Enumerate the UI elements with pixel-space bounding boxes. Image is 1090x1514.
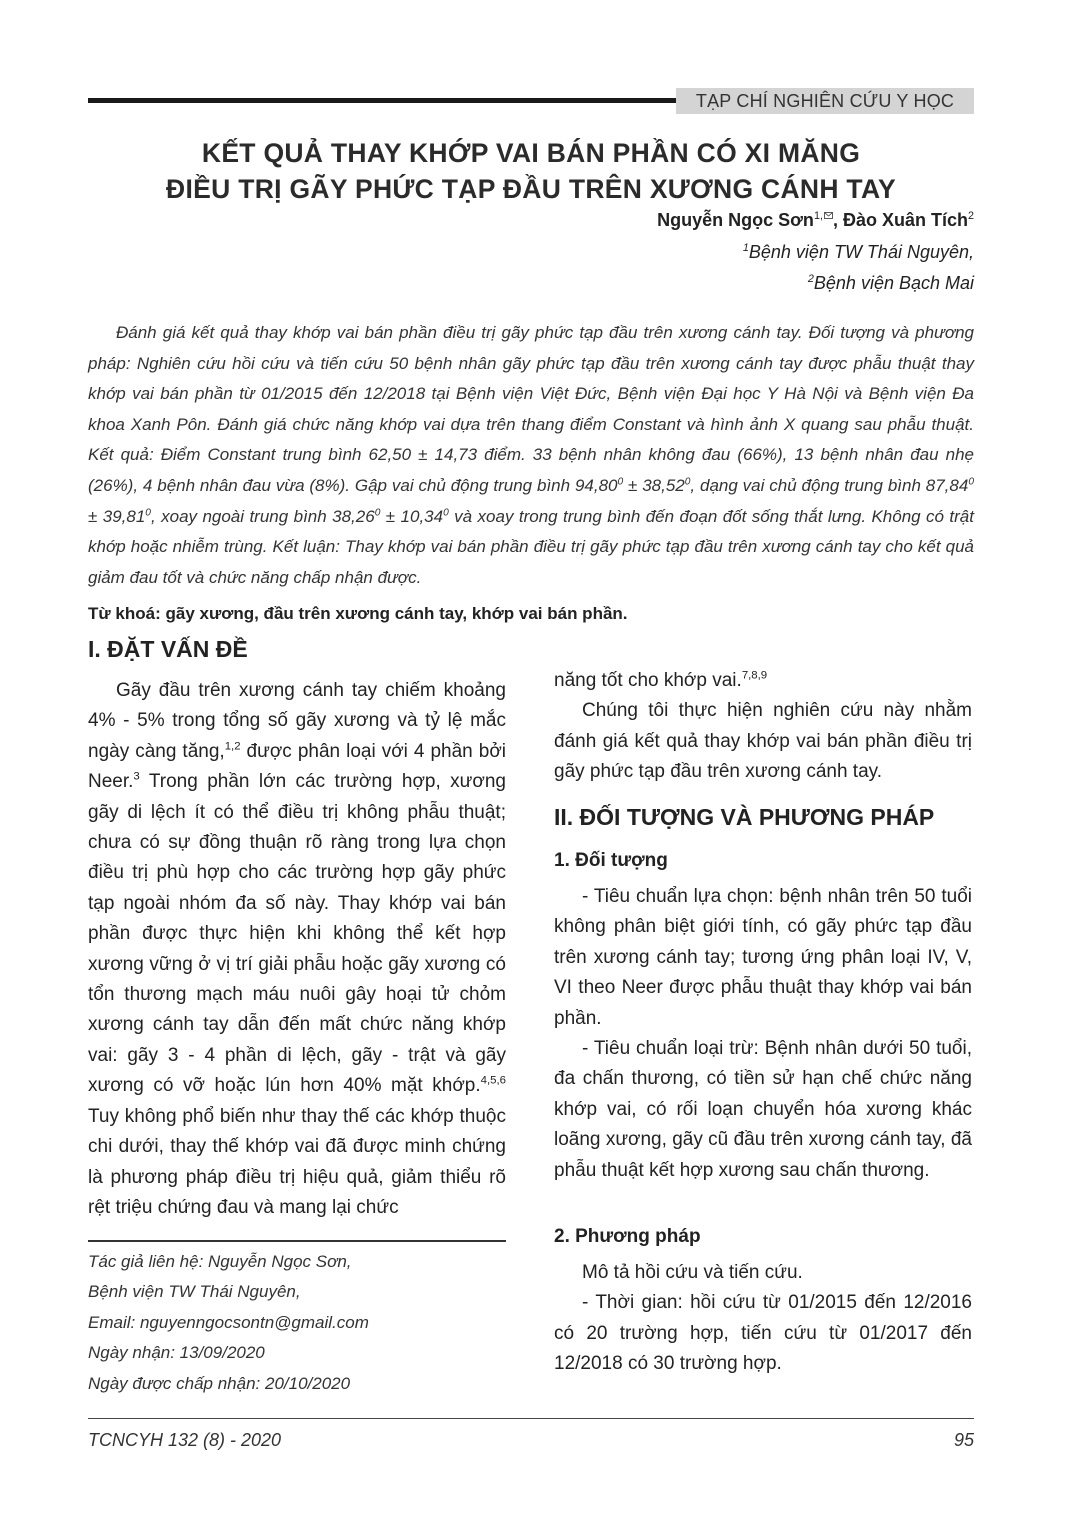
- section-1-paragraph-1: Gãy đầu trên xương cánh tay chiếm khoảng 4% - 5% trong tổng số gãy xương và tỷ lệ mắc ngày càng tăng,$^{1,2}$ được phân loại với 4 phần bởi Neer.$^3$ Trong phần lớn các trường hợp, xương gãy di lệch ít có thể điều trị không phẫu thuật; chưa có sự đồng thuận rõ ràng trong lựa chọn điều trị phù hợp cho các trường hợp gãy phức tạp ngoài nhóm đa số này. Thay khớp vai bán phần được thực hiện khi không thể kết hợp xương vững ở vị trí giải phẫu hoặc gãy xương có tổn thương mạch máu nuôi gây hoại tử chỏm xương cánh tay dẫn đến mất chức năng khớp vai: gãy 3 - 4 phần di lệch, gãy - trật và gãy xương có vỡ hoặc lún hơn 40% mặt khớp.$^{4,5,6}$ Tuy không phổ biến như thay thế các khớp thuộc chi dưới, thay thế khớp vai đã được minh chứng là phương pháp điều trị hiệu quả, giảm thiểu rõ rệt triệu chứng đau và mang lại chức: [88, 680, 507, 1218]
- subsection-1-title: 1. Đối tượng: [554, 850, 668, 871]
- author-separator: ,: [832, 210, 843, 230]
- keywords: Từ khoá: gãy xương, đầu trên xương cánh tay, khớp vai bán phần.: [88, 604, 628, 623]
- envelope-icon: [824, 212, 833, 219]
- affiliation-2-text: Bệnh viện Bạch Mai: [813, 273, 974, 293]
- footnote-received: Ngày nhận: 13/09/2020: [88, 1343, 265, 1363]
- title-line-1: KẾT QUẢ THAY KHỚP VAI BÁN PHẦN CÓ XI MĂNG: [201, 138, 861, 168]
- author-1: Nguyễn Ngọc Sơn: [657, 210, 814, 230]
- exclusion-criteria: - Tiêu chuẩn loại trừ: Bệnh nhân dưới 50 tuổi, đa chấn thương, có tiền sử hạn chế chức năng khớp vai, có rối loạn chuyển hóa xương khác loãng xương, gãy cũ đầu trên xương cánh tay, đã phẫu thuật kết hợp xương sau chấn thương.: [554, 1038, 972, 1181]
- footnote: [88, 1247, 369, 1399]
- page-number: 95: [953, 1430, 974, 1450]
- section-1-paragraph-2: Chúng tôi thực hiện nghiên cứu này nhằm đánh giá kết quả thay khớp vai bán phần điều trị gãy phức tạp đầu trên xương cánh tay.: [554, 700, 972, 783]
- authors: [657, 210, 974, 231]
- section-1-title: I. ĐẶT VẤN ĐỀ: [88, 636, 248, 662]
- right-column-top: [554, 666, 972, 788]
- affiliation-1-text: Bệnh viện TW Thái Nguyên,: [748, 242, 974, 262]
- abstract: Đánh giá kết quả thay khớp vai bán phần điều trị gãy phức tạp đầu trên xương cánh tay. Đối tượng và phương pháp: Nghiên cứu hồi cứu và tiến cứu 50 bệnh nhân gãy phức tạp đầu trên xương cánh tay được phẫu thuật thay khớp vai bán phần từ 01/2015 đến 12/2018 tại Bệnh viện Việt Đức, Bệnh viện Đại học Y Hà Nội và Bệnh viện Đa khoa Xanh Pôn. Đánh giá chức năng khớp vai dựa trên thang điểm Constant và hình ảnh X quang sau phẫu thuật. Kết quả: Điểm Constant trung bình 62,50 ± 14,73 điểm. 33 bệnh nhân không đau (66%), 13 bệnh nhân đau nhẹ (26%), 4 bệnh nhân đau vừa (8%). Gập vai chủ động trung bình $94,80^0 \pm 38,52^0$, dạng vai chủ động trung bình $87,84^0 \pm 39,81^0$, xoay ngoài trung bình $38,26^0 \pm 10,34^0$ và xoay trong trung bình đến đoạn đốt sống thắt lưng. Không có trật khớp hoặc nhiễm trùng. Kết luận: Thay khớp vai bán phần điều trị gãy phức tạp đầu trên xương cánh tay cho kết quả giảm đau tốt và chức năng chấp nhận được.: [88, 323, 974, 587]
- author-1-sup: 1,: [813, 210, 823, 222]
- footnote-rule: [88, 1240, 506, 1242]
- inclusion-criteria: - Tiêu chuẩn lựa chọn: bệnh nhân trên 50 tuổi không phân biệt giới tính, có gãy phức tạp đầu trên xương cánh tay; tương ứng phân loại IV, V, VI theo Neer được phẫu thuật thay khớp vai bán phần.: [554, 886, 972, 1029]
- subsection-2-body: [554, 1258, 972, 1380]
- section-1-paragraph-1-cont: năng tốt cho khớp vai.$^{7,8,9}$: [554, 669, 768, 691]
- journal-header: TẠP CHÍ NGHIÊN CỨU Y HỌC: [676, 88, 974, 114]
- left-column: [88, 676, 506, 1223]
- method-description: Mô tả hồi cứu và tiến cứu.: [582, 1262, 803, 1283]
- footnote-line: Bệnh viện TW Thái Nguyên,: [88, 1282, 301, 1302]
- subsection-1-body: [554, 882, 972, 1186]
- author-2-sup: 2: [967, 210, 974, 222]
- method-time: - Thời gian: hồi cứu từ 01/2015 đến 12/2016 có 20 trường hợp, tiến cứu từ 01/2017 đến 12/2018 có 30 trường hợp.: [554, 1292, 972, 1375]
- footnote-line: Tác giả liên hệ: Nguyễn Ngọc Sơn,: [88, 1252, 352, 1271]
- affiliation-2: [808, 273, 974, 294]
- affiliation-1: [743, 242, 974, 263]
- title-line-2: ĐIỀU TRỊ GÃY PHỨC TẠP ĐẦU TRÊN XƯƠNG CÁNH TAY: [166, 174, 896, 204]
- affiliation-2-num: 2: [807, 273, 814, 285]
- author-2: Đào Xuân Tích: [842, 210, 968, 230]
- footer-journal: TCNCYH 132 (8) - 2020: [88, 1430, 282, 1450]
- subsection-2-title: 2. Phương pháp: [554, 1226, 701, 1247]
- affiliation-1-num: 1: [742, 242, 749, 254]
- footer-rule: [88, 1418, 974, 1419]
- footnote-email: Email: nguyenngocsontn@gmail.com: [88, 1312, 369, 1332]
- footnote-accepted: Ngày được chấp nhận: 20/10/2020: [88, 1373, 351, 1393]
- section-2-title: II. ĐỐI TƯỢNG VÀ PHƯƠNG PHÁP: [554, 804, 935, 830]
- header-rule: [88, 98, 680, 103]
